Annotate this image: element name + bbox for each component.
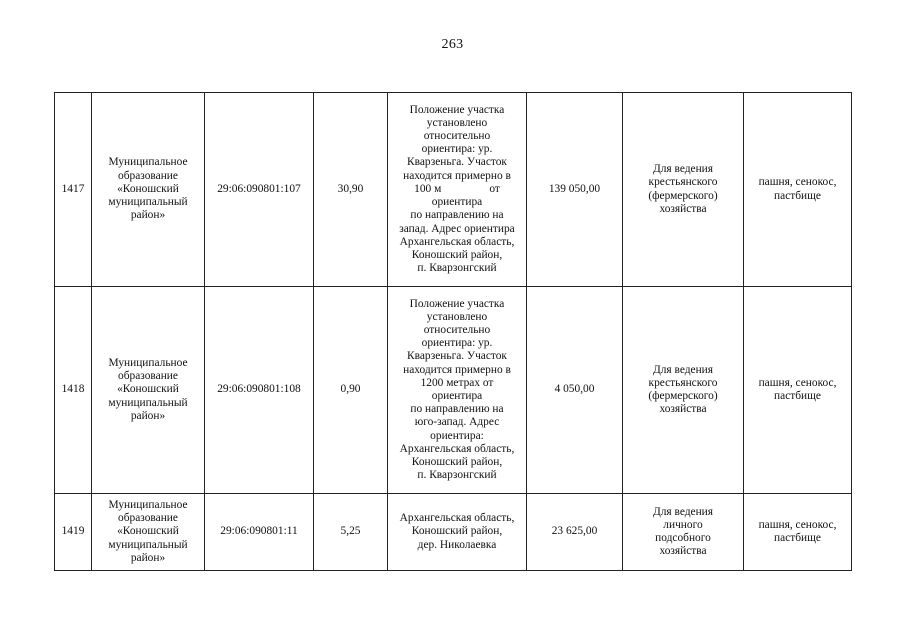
purpose-cell: Для ведения крестьянского (фермерского) хозяйства xyxy=(623,287,744,494)
cadastral-number-cell: 29:06:090801:11 xyxy=(205,494,314,571)
table-row xyxy=(55,287,852,494)
location-cell: Архангельская область, Коношский район, дер. Николаевка xyxy=(388,494,527,571)
price-cell: 23 625,00 xyxy=(527,494,623,571)
row-number-cell: 1418 xyxy=(55,287,92,494)
purpose-cell: Для ведения крестьянского (фермерского) хозяйства xyxy=(623,93,744,287)
owner-cell: Муниципальное образование «Коношский муниципальный район» xyxy=(92,494,205,571)
page-number: 263 xyxy=(441,37,464,52)
table-row xyxy=(55,93,852,287)
price-cell: 139 050,00 xyxy=(527,93,623,287)
land-use-cell: пашня, сенокос, пастбище xyxy=(744,287,852,494)
location-cell: Положение участка установлено относительно ориентира: ур. Кварзеньга. Участок находится примерно в 1200 метрах от ориентира по направлению на юго-запад. Адрес ориентира: Архангельская область, Коношский район, п. Кварзонгский xyxy=(388,287,527,494)
table-row xyxy=(55,494,852,571)
location-cell: Положение участка установлено относительно ориентира: ур. Кварзеньга. Участок находится примерно в 100 м от ориентира по направлению на запад. Адрес ориентира Архангельская область, Коношский район, п. Кварзонгский xyxy=(388,93,527,287)
purpose-cell: Для ведения личного подсобного хозяйства xyxy=(623,494,744,571)
area-cell: 5,25 xyxy=(314,494,388,571)
owner-cell: Муниципальное образование «Коношский муниципальный район» xyxy=(92,93,205,287)
area-cell: 30,90 xyxy=(314,93,388,287)
cadastral-number-cell: 29:06:090801:108 xyxy=(205,287,314,494)
land-registry-table xyxy=(54,92,852,571)
row-number-cell: 1419 xyxy=(55,494,92,571)
land-use-cell: пашня, сенокос, пастбище xyxy=(744,494,852,571)
row-number-cell: 1417 xyxy=(55,93,92,287)
cadastral-number-cell: 29:06:090801:107 xyxy=(205,93,314,287)
area-cell: 0,90 xyxy=(314,287,388,494)
land-use-cell: пашня, сенокос, пастбище xyxy=(744,93,852,287)
owner-cell: Муниципальное образование «Коношский муниципальный район» xyxy=(92,287,205,494)
price-cell: 4 050,00 xyxy=(527,287,623,494)
